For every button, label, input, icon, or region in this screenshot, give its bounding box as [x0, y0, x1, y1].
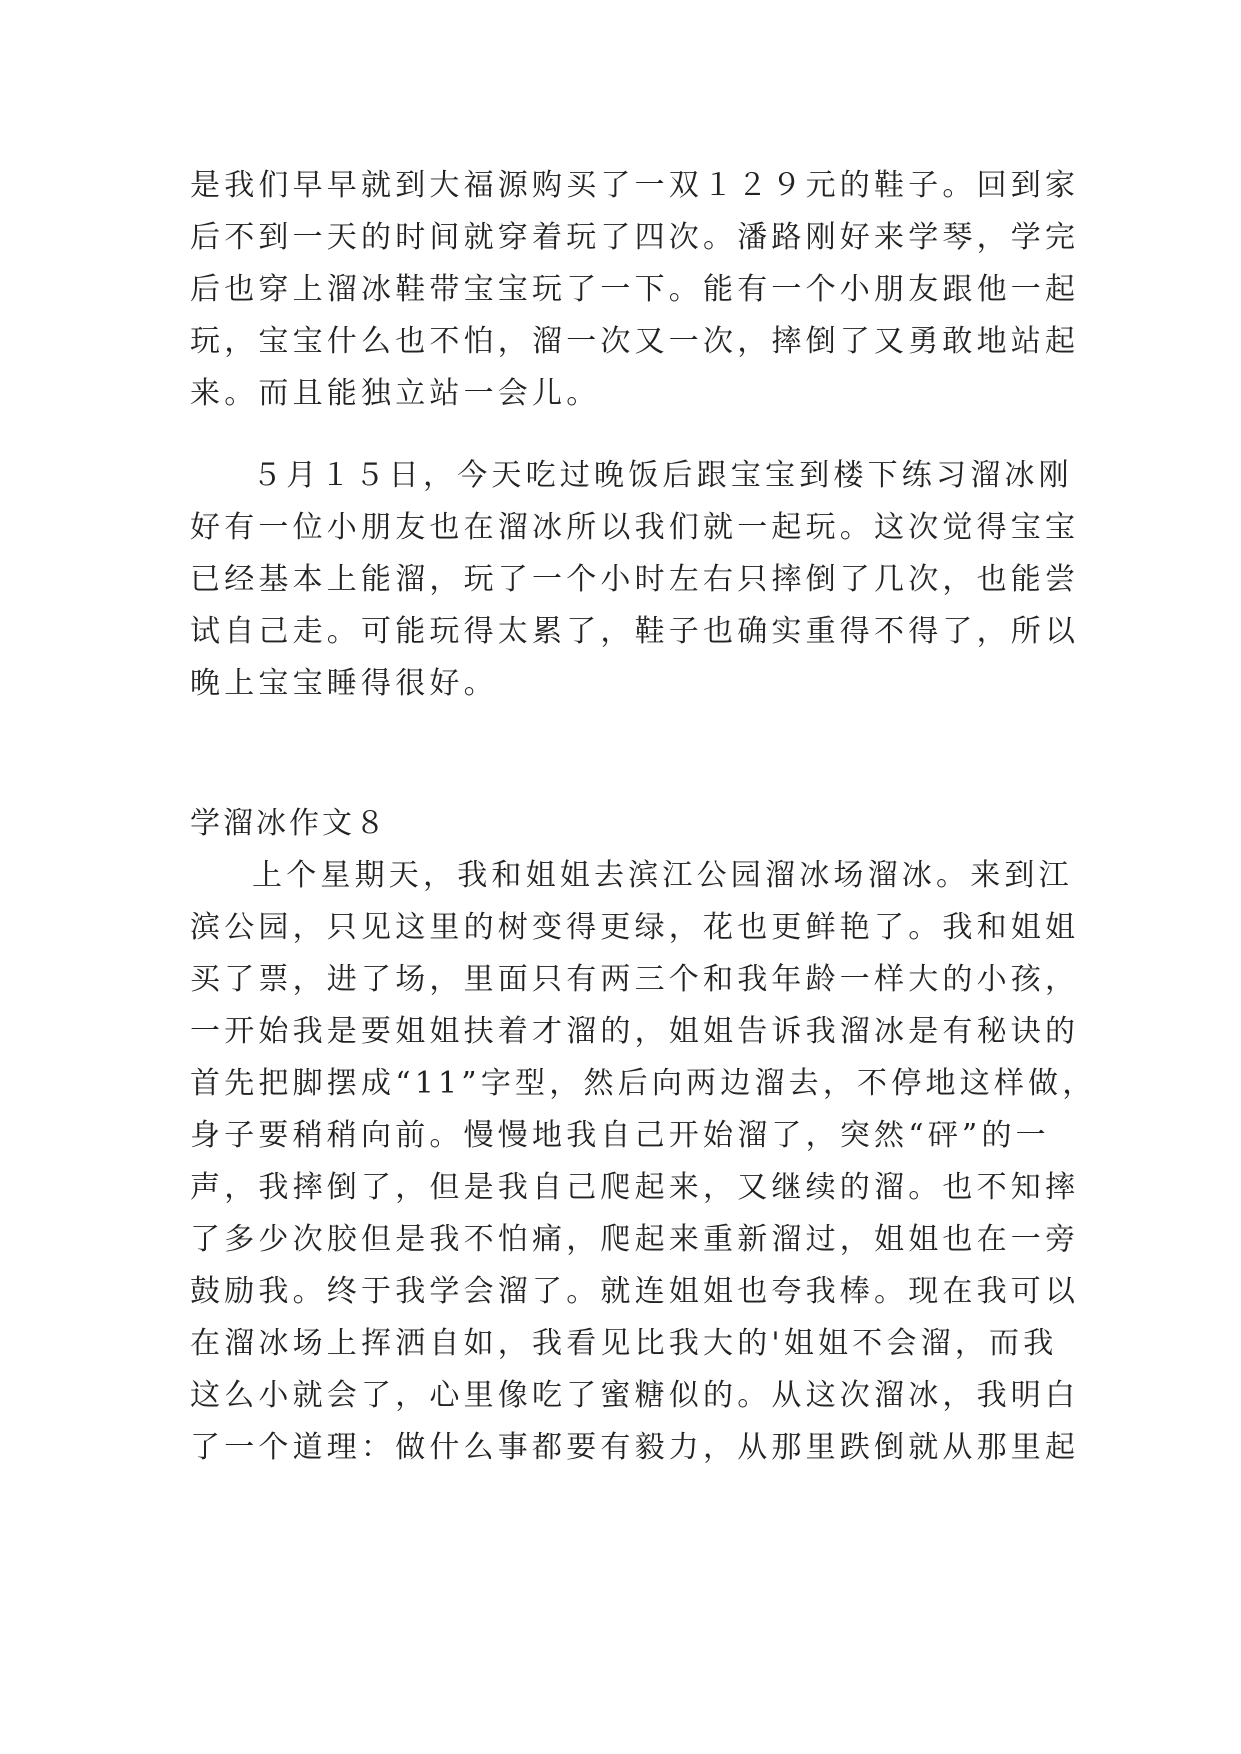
text-line: 身子要稍稍向前。慢慢地我自己开始溜了，突然“砰”的一	[190, 1118, 1050, 1153]
text-line: 买了票，进了场，里面只有两三个和我年龄一样大的小孩，	[190, 962, 1080, 997]
section-heading: 学溜冰作文８	[190, 806, 388, 841]
paragraph-essay8	[190, 850, 1097, 1474]
text-line: 后也穿上溜冰鞋带宝宝玩了一下。能有一个小朋友跟他一起	[190, 272, 1080, 307]
text-line: 上个星期天，我和姐姐去滨江公园溜冰场溜冰。来到江	[252, 858, 1073, 893]
text-line: 一开始我是要姐姐扶着才溜的，姐姐告诉我溜冰是有秘诀的	[190, 1014, 1080, 1049]
text-line: 已经基本上能溜，玩了一个小时左右只摔倒了几次，也能尝	[190, 562, 1080, 597]
text-line: ５月１５日，今天吃过晚饭后跟宝宝到楼下练习溜冰刚	[252, 458, 1073, 493]
text-line: 首先把脚摆成“11”字型，然后向两边溜去，不停地这样做，	[190, 1066, 1097, 1101]
text-line: 了多少次胶但是我不怕痛，爬起来重新溜过，姐姐也在一旁	[190, 1222, 1080, 1257]
paragraph-continued	[190, 160, 1080, 420]
text-line: 晚上宝宝睡得很好。	[190, 666, 498, 701]
text-line: 鼓励我。终于我学会溜了。就连姐姐也夸我棒。现在我可以	[190, 1274, 1080, 1309]
text-line: 了一个道理：做什么事都要有毅力，从那里跌倒就从那里起	[190, 1430, 1080, 1465]
text-line: 试自己走。可能玩得太累了，鞋子也确实重得不得了，所以	[190, 614, 1080, 649]
text-line: 声，我摔倒了，但是我自己爬起来，又继续的溜。也不知摔	[190, 1170, 1080, 1205]
text-line: 后不到一天的时间就穿着玩了四次。潘路刚好来学琴，学完	[190, 220, 1080, 255]
paragraph-may15	[190, 450, 1080, 710]
text-line: 是我们早早就到大福源购买了一双１２９元的鞋子。回到家	[190, 168, 1080, 203]
text-line: 来。而且能独立站一会儿。	[190, 376, 601, 411]
text-line: 滨公园，只见这里的树变得更绿，花也更鲜艳了。我和姐姐	[190, 910, 1080, 945]
text-line: 这么小就会了，心里像吃了蜜糖似的。从这次溜冰，我明白	[190, 1378, 1080, 1413]
text-line: 好有一位小朋友也在溜冰所以我们就一起玩。这次觉得宝宝	[190, 510, 1080, 545]
text-line: 玩，宝宝什么也不怕，溜一次又一次，摔倒了又勇敢地站起	[190, 324, 1080, 359]
text-line: 在溜冰场上挥洒自如，我看见比我大的'姐姐不会溜，而我	[190, 1326, 1058, 1361]
